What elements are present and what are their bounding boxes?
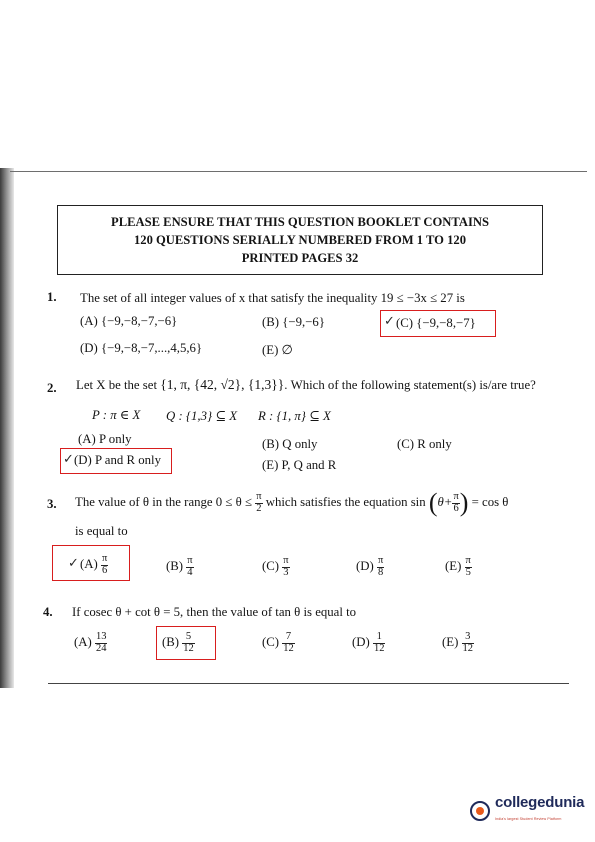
q1-number: 1.: [47, 290, 57, 304]
q3-option-e-den: 5: [465, 566, 471, 578]
q4-option-a-fraction: [95, 632, 108, 654]
q3-option-e-fraction: [465, 556, 472, 578]
q4-option-d: [352, 632, 385, 654]
q3-stem-part4: is equal to: [75, 524, 128, 538]
q4-option-e-label: (E): [442, 634, 459, 649]
q3-option-b-fraction: [186, 556, 193, 578]
q2-option-d: (D) P and R only: [74, 453, 161, 467]
q2-statement-p: P : π ∈ X: [92, 408, 141, 422]
q3-stem-part3: = cos θ: [471, 494, 509, 509]
q1-option-d: (D) {−9,−8,−7,...,4,5,6}: [80, 341, 203, 355]
brand-name: collegedunia: [495, 794, 585, 811]
q3-stem-part2: which satisfies the equation sin: [265, 494, 426, 509]
q4-option-c-den: 12: [283, 642, 294, 654]
q4-option-d-fraction: [373, 632, 386, 654]
q4-option-a-label: (A): [74, 634, 92, 649]
q4-option-e-den: 12: [462, 642, 474, 654]
q3-number: 3.: [47, 497, 57, 511]
q2-statement-q: Q : {1,3} ⊆ X: [166, 409, 238, 423]
q2-option-b: (B) Q only: [262, 437, 318, 451]
q4-option-c-label: (C): [262, 634, 280, 649]
q4-option-e: [442, 632, 474, 654]
q3-paren-open: (: [428, 488, 438, 517]
notice-line-3: PRINTED PAGES 32: [241, 251, 359, 265]
q4-option-a-den: 24: [95, 642, 107, 654]
q2-stem-intro: Let X be the set: [76, 378, 158, 392]
q4-option-d-den: 12: [373, 642, 385, 654]
q4-option-b-den: 12: [183, 642, 194, 654]
q1-stem: The set of all integer values of x that satisfy the inequality 19 ≤ −3x ≤ 27 is: [80, 291, 465, 305]
q3-option-c-fraction: [282, 556, 289, 578]
q4-option-b-num: 5: [182, 632, 195, 644]
q4-option-c-num: 7: [282, 632, 295, 644]
q3-range-num: π: [256, 491, 262, 502]
q3-answer-tick-icon: ✓: [68, 556, 79, 571]
q4-option-e-num: 3: [462, 632, 475, 644]
q3-range-den: 2: [256, 502, 262, 514]
q3-option-a-fraction: [101, 554, 108, 576]
q4-option-c-fraction: [282, 632, 295, 654]
q3-option-a-den: 6: [102, 564, 108, 576]
q3-option-d: [356, 556, 384, 578]
page-bottom-rule: [48, 683, 569, 684]
q1-answer-tick-icon: ✓: [384, 314, 395, 329]
notice-line-1: PLEASE ENSURE THAT THIS QUESTION BOOKLET CONTAINS: [111, 215, 489, 229]
q3-option-d-label: (D): [356, 558, 374, 573]
q4-option-d-label: (D): [352, 634, 370, 649]
q2-statement-r: R : {1, π} ⊆ X: [258, 409, 331, 423]
page-top-edge: [10, 171, 587, 172]
q4-option-e-fraction: [462, 632, 475, 654]
q2-option-a: (A) P only: [78, 432, 132, 446]
q2-option-e: (E) P, Q and R: [262, 458, 337, 472]
q3-option-c-label: (C): [262, 558, 280, 573]
q3-option-d-den: 8: [378, 566, 384, 578]
q3-option-b-label: (B): [166, 558, 184, 573]
q3-option-b-num: π: [187, 555, 193, 566]
q4-option-a-num: 13: [95, 631, 107, 642]
scan-edge-shadow: [0, 168, 14, 688]
q3-option-a-num: π: [101, 553, 108, 564]
q4-option-b-fraction: [182, 632, 195, 654]
q3-option-b-den: 4: [187, 566, 193, 578]
notice-line-2: 120 QUESTIONS SERIALLY NUMBERED FROM 1 TO 120: [133, 233, 467, 247]
brand-tagline: India's largest Student Review Platform: [495, 817, 562, 821]
q1-option-b: (B) {−9,−6}: [262, 315, 325, 329]
q3-option-a: [80, 554, 108, 576]
q3-stem: [75, 490, 508, 516]
q3-option-c: [262, 556, 290, 578]
q3-arg-den: 6: [453, 502, 459, 514]
q4-option-b-label: (B): [162, 634, 180, 649]
q3-option-c-num: π: [283, 555, 289, 566]
brand-text: [495, 795, 584, 827]
owl-logo-icon: [470, 801, 490, 821]
q3-option-d-num: π: [377, 555, 384, 566]
q2-set-definition: {1, π, {42, √2}, {1,3}}: [160, 377, 285, 392]
q3-option-e: [445, 556, 472, 578]
q3-range-fraction: [255, 492, 262, 514]
collegedunia-logo[interactable]: [470, 795, 584, 827]
q3-stem-part1: The value of θ in the range 0 ≤ θ ≤: [75, 494, 252, 509]
q3-arg-num: π: [453, 491, 459, 502]
q2-answer-tick-icon: ✓: [63, 452, 74, 467]
q3-arg-prefix: θ+: [437, 494, 453, 509]
booklet-notice-box: [57, 205, 543, 275]
q3-option-b: [166, 556, 194, 578]
q4-option-c: [262, 632, 295, 654]
q2-number: 2.: [47, 381, 57, 395]
q3-option-e-num: π: [465, 555, 471, 566]
q3-option-c-den: 3: [283, 566, 289, 578]
q3-option-e-label: (E): [445, 558, 462, 573]
q2-stem: [76, 377, 536, 393]
q4-stem: If cosec θ + cot θ = 5, then the value of tan θ is equal to: [72, 605, 357, 619]
q3-arg-fraction: [452, 492, 459, 514]
q4-option-b: [162, 632, 195, 654]
q1-option-e: (E) ∅: [262, 343, 293, 357]
q1-option-a: (A) {−9,−8,−7,−6}: [80, 314, 178, 328]
q3-option-d-fraction: [377, 556, 384, 578]
q1-option-c: (C) {−9,−8,−7}: [396, 316, 476, 330]
q2-stem-question: . Which of the following statement(s) is/are true?: [284, 378, 536, 392]
q4-option-d-num: 1: [373, 632, 386, 644]
q4-option-a: [74, 632, 107, 654]
q3-paren-close: ): [459, 488, 469, 517]
q2-option-c: (C) R only: [397, 437, 452, 451]
q4-number: 4.: [43, 605, 53, 619]
q3-option-a-label: (A): [80, 556, 98, 571]
